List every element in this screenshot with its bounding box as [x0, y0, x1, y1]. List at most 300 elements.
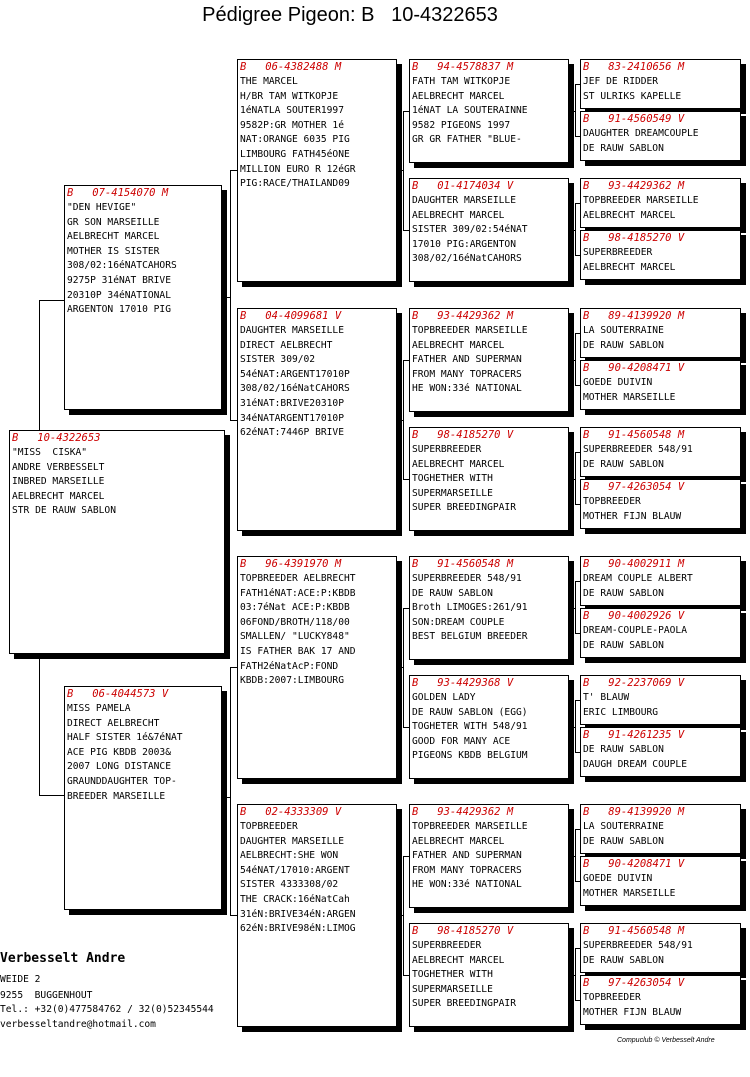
sex-marker: V	[677, 977, 685, 989]
sex-marker: M	[506, 806, 514, 818]
pedigree-box-b1	[64, 185, 222, 410]
pedigree-line: GR SON MARSEILLE	[67, 216, 160, 228]
sex-marker: V	[334, 806, 342, 818]
ring-number	[581, 924, 740, 937]
pedigree-box-b13	[409, 804, 569, 908]
pedigree-line: GOEDE DUIVIN	[583, 873, 653, 884]
pedigree-line: GOOD FOR MANY ACE	[412, 735, 511, 747]
pedigree-line: BEST BELGIUM BREEDER	[412, 631, 528, 643]
sex-marker: V	[677, 858, 685, 870]
pedigree-line: 9582 PIGEONS 1997	[412, 119, 511, 131]
pedigree-line: HALF SISTER 1é&7éNAT	[67, 732, 183, 744]
ring-number	[410, 557, 568, 570]
ring-number-text: B 01-4174034	[412, 180, 501, 192]
connector-line	[575, 700, 580, 701]
ring-number-text: B 91-4560548	[583, 925, 672, 937]
pedigree-line: SUPERMARSEILLE	[412, 983, 493, 995]
connector-line	[575, 633, 580, 634]
connector-line	[575, 829, 576, 882]
pedigree-line: LA SOUTERRAINE	[583, 325, 664, 336]
pedigree-line: SUPERBREEDER 548/91	[583, 444, 693, 455]
pedigree-box-b19	[580, 308, 741, 358]
sex-marker: V	[677, 729, 685, 741]
ring-number	[581, 480, 740, 493]
connector-line	[575, 504, 580, 505]
connector-line	[575, 452, 576, 505]
ring-number-text: B 90-4208471	[583, 362, 672, 374]
pedigree-line: SUPERBREEDER	[583, 247, 653, 258]
connector-line	[230, 915, 237, 916]
connector-line	[230, 170, 231, 421]
pedigree-line: TOPBREEDER MARSEILLE	[412, 325, 528, 336]
pedigree-line: JEF DE RIDDER	[583, 76, 659, 87]
pedigree-box-b3	[237, 59, 397, 282]
pedigree-line: 2007 LONG DISTANCE	[67, 761, 171, 773]
pedigree-line: KBDB:2007:LIMBOURG	[240, 675, 344, 687]
pedigree-line: LA SOUTERRAINE	[583, 821, 664, 832]
ring-number	[581, 557, 740, 570]
pedigree-line: SON:DREAM COUPLE	[412, 616, 505, 628]
ring-number-text: B 04-4099681	[240, 310, 329, 322]
pedigree-line: T' BLAUW	[583, 692, 630, 703]
connector-line	[403, 608, 404, 728]
pedigree-line: SUPERBREEDER	[412, 444, 482, 455]
ring-number-text: B 97-4263054	[583, 977, 672, 989]
sex-marker: M	[677, 558, 685, 570]
pedigree-line: AELBRECHT MARCEL	[412, 458, 505, 470]
pedigree-line: AELBRECHT:SHE WON	[240, 850, 339, 862]
sex-marker: V	[677, 362, 685, 374]
pedigree-line: GR GR FATHER "BLUE-	[412, 134, 522, 146]
pedigree-line: "DEN HEVIGE"	[67, 202, 137, 213]
pedigree-box-b21	[580, 427, 741, 477]
pedigree-line: DIRECT AELBRECHT	[240, 339, 333, 351]
page-title: Pédigree Pigeon: B 10-4322653	[202, 4, 498, 26]
pedigree-box-b10	[409, 427, 569, 531]
pedigree-line: 31éN:BRIVE34éN:ARGEN	[240, 908, 356, 920]
pedigree-line: AELBRECHT MARCEL	[412, 90, 505, 102]
pedigree-box-b23	[580, 556, 741, 606]
pedigree-line: ACE PIG KBDB 2003&	[67, 746, 171, 758]
ring-number	[410, 309, 568, 322]
pedigree-line: DREAM-COUPLE-PAOLA	[583, 625, 687, 636]
pedigree-line: 62éN:BRIVE98éN:LIMOG	[240, 923, 356, 935]
pedigree-line: 17010 PIG:ARGENTON	[412, 238, 516, 250]
ring-number	[65, 186, 221, 199]
pedigree-box-b17	[580, 178, 741, 228]
ring-number-text: B 90-4002911	[583, 558, 672, 570]
connector-line	[403, 856, 409, 857]
pedigree-line: THE CRACK:16éNatCah	[240, 893, 350, 905]
pedigree-line: AELBRECHT MARCEL	[583, 209, 676, 221]
ring-number-text: B 96-4391970	[240, 558, 329, 570]
connector-line	[230, 667, 231, 916]
sex-marker: M	[677, 61, 685, 73]
connector-line	[575, 84, 580, 85]
pedigree-line: GOEDE DUIVIN	[583, 377, 653, 388]
pedigree-line: AELBRECHT MARCEL	[12, 490, 105, 502]
pedigree-line: 20310P 34éNATIONAL	[67, 289, 171, 301]
pedigree-line: 62éNAT:7446P BRIVE	[240, 427, 344, 439]
ring-number	[410, 805, 568, 818]
ring-number-text: B 91-4560548	[412, 558, 501, 570]
pedigree-box-b0	[9, 430, 225, 654]
ring-number-text: B 06-4382488	[240, 61, 329, 73]
pedigree-line: MOTHER IS SISTER	[67, 245, 160, 257]
pedigree-box-b14	[409, 923, 569, 1027]
ring-number	[581, 361, 740, 374]
pedigree-box-b28	[580, 856, 741, 906]
sex-marker: V	[677, 677, 685, 689]
connector-line	[230, 667, 237, 668]
pedigree-line: SISTER 309/02:54éNAT	[412, 224, 528, 236]
pedigree-box-b24	[580, 608, 741, 658]
sex-marker: V	[506, 677, 514, 689]
pedigree-line: FATH TAM WITKOPJE	[412, 76, 511, 87]
pedigree-line: TOGHETHER WITH	[412, 473, 493, 485]
pedigree-line: DE RAUW SABLON	[583, 458, 664, 470]
pedigree-line: ARGENTON 17010 PIG	[67, 304, 171, 316]
pedigree-line: SUPERBREEDER 548/91	[412, 573, 522, 584]
ring-number-text: B 92-2237069	[583, 677, 672, 689]
connector-line	[403, 479, 409, 480]
owner-email: verbesseltandre@hotmail.com	[0, 1019, 156, 1030]
pedigree-line: DE RAUW SABLON	[583, 339, 664, 351]
connector-line	[39, 795, 64, 796]
pedigree-box-b4	[237, 308, 397, 531]
ring-number	[581, 676, 740, 689]
ring-number	[238, 805, 396, 818]
connector-line	[230, 170, 237, 171]
pedigree-line: PIG:RACE/THAILAND09	[240, 178, 350, 190]
pedigree-line: "MISS CISKA"	[12, 447, 88, 458]
ring-number-text: B 02-4333309	[240, 806, 329, 818]
pedigree-line: SUPER BREEDINGPAIR	[412, 998, 516, 1010]
ring-number	[410, 924, 568, 937]
pedigree-line: AELBRECHT MARCEL	[412, 209, 505, 221]
sex-marker: M	[677, 806, 685, 818]
owner-name: Verbesselt Andre	[0, 951, 126, 966]
ring-number-text: B 98-4185270	[412, 429, 501, 441]
sex-marker: M	[334, 558, 342, 570]
pedigree-line: STR DE RAUW SABLON	[12, 505, 116, 517]
pedigree-box-b9	[409, 308, 569, 412]
pedigree-line: FATH1éNAT:ACE:P:KBDB	[240, 587, 356, 599]
pedigree-line: TOPBREEDER	[583, 992, 641, 1003]
ring-number-text: B 93-4429362	[412, 310, 501, 322]
pedigree-line: 03:7éNat ACE:P:KBDB	[240, 602, 350, 614]
pedigree-line: FATHER AND SUPERMAN	[412, 354, 522, 366]
connector-line	[575, 385, 580, 386]
pedigree-line: 34éNATARGENT17010P	[240, 412, 344, 424]
pedigree-box-b16	[580, 111, 741, 161]
pedigree-line: DAUGHTER MARSEILLE	[412, 195, 516, 206]
pedigree-line: DE RAUW SABLON	[412, 587, 493, 599]
connector-line	[575, 948, 576, 1001]
ring-number-text: B 97-4263054	[583, 481, 672, 493]
connector-line	[575, 581, 576, 634]
owner-phone: Tel.: +32(0)477584762 / 32(0)52345544	[0, 1004, 214, 1015]
pedigree-line: MISS PAMELA	[67, 703, 131, 714]
ring-number	[581, 309, 740, 322]
pedigree-line: TOPBREEDER	[240, 821, 298, 832]
pedigree-line: MOTHER FIJN BLAUW	[583, 1006, 682, 1018]
pedigree-line: DAUGHTER MARSEILLE	[240, 835, 344, 847]
pedigree-line: DE RAUW SABLON	[583, 835, 664, 847]
pedigree-box-b2	[64, 686, 222, 910]
pedigree-line: BREEDER MARSEILLE	[67, 790, 166, 802]
pedigree-box-b6	[237, 804, 397, 1027]
pedigree-line: AELBRECHT MARCEL	[412, 339, 505, 351]
ring-number-text: B 98-4185270	[583, 232, 672, 244]
pedigree-line: Broth LIMOGES:261/91	[412, 602, 528, 614]
pedigree-line: ERIC LIMBOURG	[583, 706, 659, 718]
pedigree-line: 9582P:GR MOTHER 1é	[240, 119, 344, 131]
pedigree-box-b22	[580, 479, 741, 529]
pedigree-line: PIGEONS KBDB BELGIUM	[412, 750, 528, 762]
pedigree-line: AELBRECHT MARCEL	[412, 835, 505, 847]
ring-number	[238, 309, 396, 322]
sex-marker: V	[334, 310, 342, 322]
ring-number	[410, 60, 568, 73]
pedigree-line: GRAUNDDAUGHTER TOP-	[67, 775, 177, 787]
connector-line	[39, 300, 64, 301]
sex-marker: V	[677, 232, 685, 244]
pedigree-line: SUPERBREEDER 548/91	[583, 940, 693, 951]
pedigree-line: AELBRECHT MARCEL	[412, 954, 505, 966]
ring-number	[581, 976, 740, 989]
connector-line	[575, 203, 576, 256]
pedigree-line: DREAM COUPLE ALBERT	[583, 573, 693, 584]
pedigree-line: TOPBREEDER MARSEILLE	[412, 821, 528, 832]
pedigree-line: IS FATHER BAK 17 AND	[240, 645, 356, 657]
sex-marker: M	[334, 61, 342, 73]
pedigree-line: 9275P 31éNAT BRIVE	[67, 274, 171, 286]
pedigree-line: NAT:ORANGE 6035 PIG	[240, 134, 350, 146]
pedigree-line: DE RAUW SABLON	[583, 142, 664, 154]
pedigree-line: 308/02/16éNatCAHORS	[412, 253, 522, 265]
ring-number-text: B 07-4154070	[67, 187, 156, 199]
pedigree-line: HE WON:33é NATIONAL	[412, 383, 522, 395]
pedigree-line: 06FOND/BROTH/118/00	[240, 616, 350, 628]
sex-marker: V	[506, 180, 514, 192]
ring-number-text: B 89-4139920	[583, 310, 672, 322]
pedigree-box-b29	[580, 923, 741, 973]
pedigree-line: SUPERBREEDER	[412, 940, 482, 951]
pedigree-line: H/BR TAM WITKOPJE	[240, 90, 339, 102]
pedigree-line: DAUGHTER DREAMCOUPLE	[583, 128, 699, 139]
pedigree-line: ST ULRIKS KAPELLE	[583, 90, 682, 102]
pedigree-line: MOTHER FIJN BLAUW	[583, 510, 682, 522]
connector-line	[575, 136, 580, 137]
pedigree-line: DAUGH DREAM COUPLE	[583, 758, 687, 770]
pedigree-line: FROM MANY TOPRACERS	[412, 368, 522, 380]
owner-street: WEIDE 2	[0, 974, 41, 985]
pedigree-box-b12	[409, 675, 569, 779]
sex-marker: M	[677, 429, 685, 441]
ring-number-text: B 91-4261235	[583, 729, 672, 741]
pedigree-box-b20	[580, 360, 741, 410]
connector-line	[39, 300, 40, 430]
pedigree-line: 308/02/16éNatCAHORS	[240, 383, 350, 395]
pedigree-box-b8	[409, 178, 569, 282]
pedigree-box-b27	[580, 804, 741, 854]
connector-line	[575, 1000, 580, 1001]
pedigree-line: DIRECT AELBRECHT	[67, 717, 160, 729]
pedigree-line: FROM MANY TOPRACERS	[412, 864, 522, 876]
pedigree-line: MILLION EURO R 12éGR	[240, 163, 356, 175]
connector-line	[403, 111, 404, 231]
pedigree-line: TOGHETHER WITH	[412, 969, 493, 981]
ring-number	[581, 179, 740, 192]
pedigree-line: SISTER 4333308/02	[240, 879, 339, 891]
sex-marker: M	[506, 310, 514, 322]
pedigree-line: ANDRE VERBESSELT	[12, 461, 105, 473]
ring-number-text: B 93-4429362	[412, 806, 501, 818]
pedigree-line: SUPERMARSEILLE	[412, 487, 493, 499]
ring-number-text: B 94-4578837	[412, 61, 501, 73]
pedigree-line: FATH2éNatAcP:FOND	[240, 660, 339, 672]
pedigree-line: SISTER 309/02	[240, 354, 316, 366]
connector-line	[403, 230, 409, 231]
connector-line	[39, 659, 40, 795]
connector-line	[575, 752, 580, 753]
ring-number	[581, 60, 740, 73]
connector-line	[403, 608, 409, 609]
connector-line	[575, 452, 580, 453]
ring-number	[581, 112, 740, 125]
ring-number-text: B 89-4139920	[583, 806, 672, 818]
pedigree-line: DE RAUW SABLON	[583, 744, 664, 755]
pedigree-line: MOTHER MARSEILLE	[583, 887, 676, 899]
ring-number-text: B 93-4429362	[583, 180, 672, 192]
connector-line	[575, 255, 580, 256]
pedigree-line: 1éNAT LA SOUTERAINNE	[412, 105, 528, 117]
ring-number	[581, 728, 740, 741]
sex-marker: M	[677, 310, 685, 322]
pedigree-box-b11	[409, 556, 569, 660]
pedigree-line: TOPBREEDER MARSEILLE	[583, 195, 699, 206]
connector-line	[403, 975, 409, 976]
ring-number	[581, 231, 740, 244]
ring-number	[65, 687, 221, 700]
pedigree-line: 54éNAT/17010:ARGENT	[240, 864, 350, 876]
ring-number	[581, 428, 740, 441]
pedigree-line: LIMBOURG FATH45éONE	[240, 148, 350, 160]
connector-line	[403, 727, 409, 728]
pedigree-line: DE RAUW SABLON (EGG)	[412, 706, 528, 718]
connector-line	[575, 881, 580, 882]
pedigree-line: DE RAUW SABLON	[583, 587, 664, 599]
ring-number-text: B 90-4002926	[583, 610, 672, 622]
pedigree-box-b7	[409, 59, 569, 163]
sex-marker: M	[677, 925, 685, 937]
connector-line	[403, 856, 404, 976]
ring-number-text: B 90-4208471	[583, 858, 672, 870]
sex-marker: V	[677, 610, 685, 622]
pedigree-box-b25	[580, 675, 741, 725]
pedigree-line: FATHER AND SUPERMAN	[412, 850, 522, 862]
pedigree-line: TOGHETER WITH 548/91	[412, 721, 528, 733]
pedigree-line: AELBRECHT MARCEL	[67, 231, 160, 243]
ring-number-text: B 93-4429368	[412, 677, 501, 689]
connector-line	[403, 360, 409, 361]
connector-line	[575, 203, 580, 204]
pedigree-line: GOLDEN LADY	[412, 692, 476, 703]
connector-line	[575, 333, 576, 386]
sex-marker: V	[677, 113, 685, 125]
pedigree-line: 54éNAT:ARGENT17010P	[240, 368, 350, 380]
pedigree-box-b26	[580, 727, 741, 777]
pedigree-box-b18	[580, 230, 741, 280]
pedigree-line: THE MARCEL	[240, 76, 298, 87]
sex-marker: V	[677, 481, 685, 493]
connector-line	[403, 360, 404, 480]
connector-line	[403, 111, 409, 112]
sex-marker: M	[506, 61, 514, 73]
pedigree-line: TOPBREEDER	[583, 496, 641, 507]
ring-number-text: B 98-4185270	[412, 925, 501, 937]
connector-line	[230, 420, 237, 421]
pedigree-line: MOTHER MARSEILLE	[583, 391, 676, 403]
ring-number	[410, 179, 568, 192]
pedigree-line: 31éNAT:BRIVE20310P	[240, 397, 344, 409]
sex-marker: M	[506, 558, 514, 570]
connector-line	[575, 829, 580, 830]
pedigree-line: AELBRECHT MARCEL	[583, 261, 676, 273]
ring-number	[238, 557, 396, 570]
ring-number	[238, 60, 396, 73]
pedigree-line: TOPBREEDER AELBRECHT	[240, 573, 356, 584]
ring-number	[410, 428, 568, 441]
sex-marker: M	[161, 187, 169, 199]
pedigree-box-b15	[580, 59, 741, 109]
ring-number-text: B 91-4560548	[583, 429, 672, 441]
ring-number	[410, 676, 568, 689]
owner-city: 9255 BUGGENHOUT	[0, 990, 93, 1001]
sex-marker: V	[161, 688, 169, 700]
pedigree-line: INBRED MARSEILLE	[12, 476, 105, 488]
pedigree-line: DE RAUW SABLON	[583, 954, 664, 966]
connector-line	[575, 948, 580, 949]
sex-marker: V	[506, 429, 514, 441]
connector-line	[575, 581, 580, 582]
pedigree-line: DAUGHTER MARSEILLE	[240, 325, 344, 336]
connector-line	[575, 333, 580, 334]
connector-line	[575, 84, 576, 137]
pedigree-line: 308/02:16éNATCAHORS	[67, 260, 177, 272]
ring-number	[581, 857, 740, 870]
ring-number-text: B 91-4560549	[583, 113, 672, 125]
ring-number-text: B 10-4322653	[12, 432, 101, 444]
pedigree-line: HE WON:33é NATIONAL	[412, 879, 522, 891]
pedigree-box-b30	[580, 975, 741, 1025]
ring-number	[581, 805, 740, 818]
pedigree-line: SMALLEN/ "LUCKY848"	[240, 631, 350, 643]
sex-marker: M	[677, 180, 685, 192]
ring-number-text: B 06-4044573	[67, 688, 156, 700]
pedigree-line: DE RAUW SABLON	[583, 639, 664, 651]
ring-number	[10, 431, 224, 444]
sex-marker: V	[506, 925, 514, 937]
copyright-notice: Compuclub © Verbesselt Andre	[617, 1037, 715, 1044]
pedigree-line: SUPER BREEDINGPAIR	[412, 502, 516, 514]
pedigree-box-b5	[237, 556, 397, 779]
pedigree-line: 1éNATLA SOUTER1997	[240, 105, 344, 117]
ring-number	[581, 609, 740, 622]
connector-line	[575, 700, 576, 753]
ring-number-text: B 83-2410656	[583, 61, 672, 73]
